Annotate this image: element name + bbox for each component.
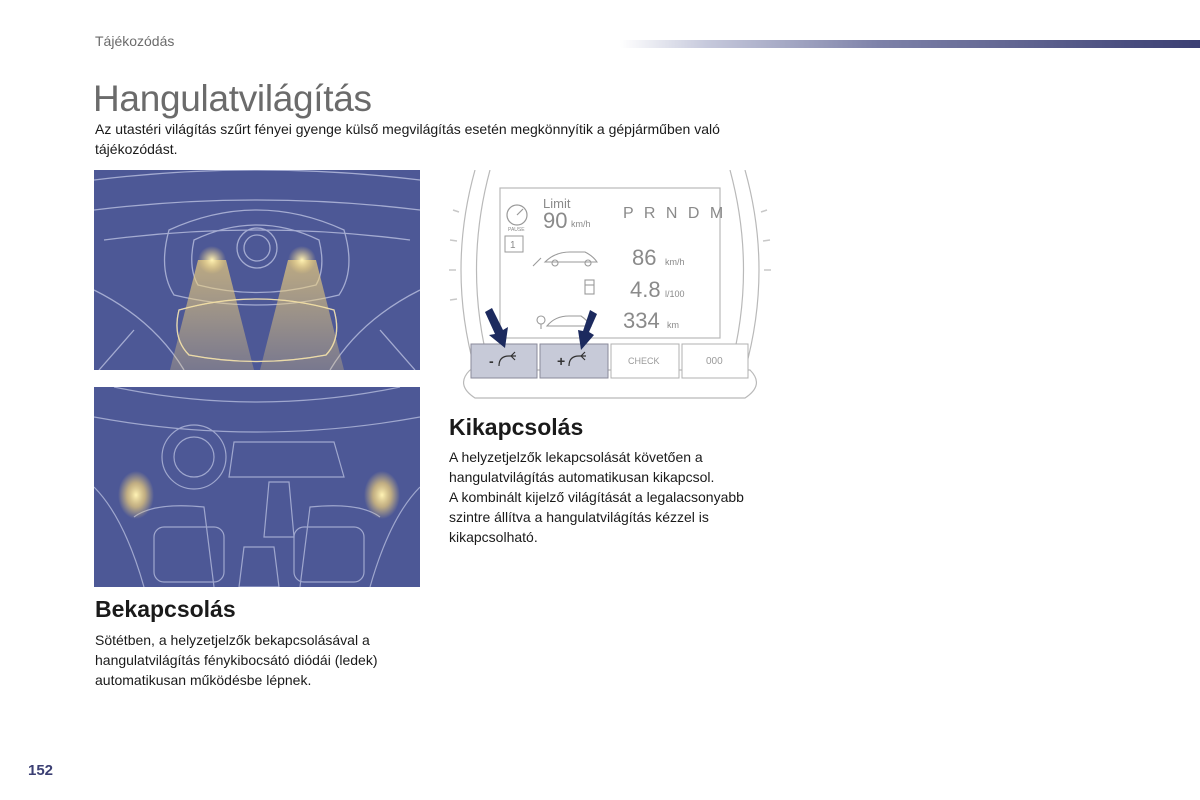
limit-value: 90 xyxy=(543,208,568,233)
page-number: 152 xyxy=(28,762,54,779)
on-paragraph: Sötétben, a helyzetjelzők bekapcsolásával a hangulatvilágítás fénykibocsátó diódái (ledek) automatikusan működésbe lépnek. xyxy=(95,632,378,688)
interior-ambient-light-illustration xyxy=(94,387,420,587)
speed-unit: km/h xyxy=(665,257,685,267)
reset-button xyxy=(682,344,748,378)
limit-label: Limit xyxy=(543,196,571,211)
range-value: 334 xyxy=(623,308,660,333)
speedometer-icon xyxy=(507,205,527,225)
intro-text: Az utastéri világítás szűrt fényei gyenge külső megvilágítás esetén megkönnyítik a gépjárműben való tájékozódást. xyxy=(95,121,720,157)
range-unit: km xyxy=(667,320,679,330)
speed-value: 86 xyxy=(632,245,657,270)
instrument-cluster-illustration xyxy=(445,170,775,400)
header-accent-bar xyxy=(620,40,1200,48)
consumption-value: 4.8 xyxy=(630,277,661,302)
check-button xyxy=(611,344,679,378)
gear-selector: P R N D M xyxy=(623,205,727,222)
check-label: CHECK xyxy=(628,356,660,366)
pause-label: PAUSE xyxy=(508,227,525,233)
gear-number: 1 xyxy=(510,240,516,251)
arrow-down-icon xyxy=(485,308,508,348)
off-paragraph-1: A helyzetjelzők lekapcsolását követően a hangulatvilágítás automatikusan kikapcsol. xyxy=(449,449,715,485)
limit-unit: km/h xyxy=(571,219,591,229)
plus-label: + xyxy=(557,353,566,369)
front-ambient-light-illustration xyxy=(94,170,420,370)
off-paragraph-2: A kombinált kijelző világítását a legalacsonyabb szintre állítva a hangulatvilágítás kézzel is kikapcsolható. xyxy=(449,489,744,545)
brightness-plus-button xyxy=(540,344,608,378)
brightness-minus-button xyxy=(471,344,537,378)
range-car-icon xyxy=(537,316,591,329)
page-title: Hangulatvilágítás xyxy=(93,78,372,119)
off-heading: Kikapcsolás xyxy=(449,414,584,440)
section-label: Tájékozódás xyxy=(95,33,175,49)
on-heading: Bekapcsolás xyxy=(95,596,236,622)
fuel-pump-icon xyxy=(585,280,594,294)
reset-label: 000 xyxy=(706,356,723,367)
minus-label: - xyxy=(489,353,494,369)
car-icon xyxy=(533,252,597,266)
consumption-unit: l/100 xyxy=(665,289,685,299)
